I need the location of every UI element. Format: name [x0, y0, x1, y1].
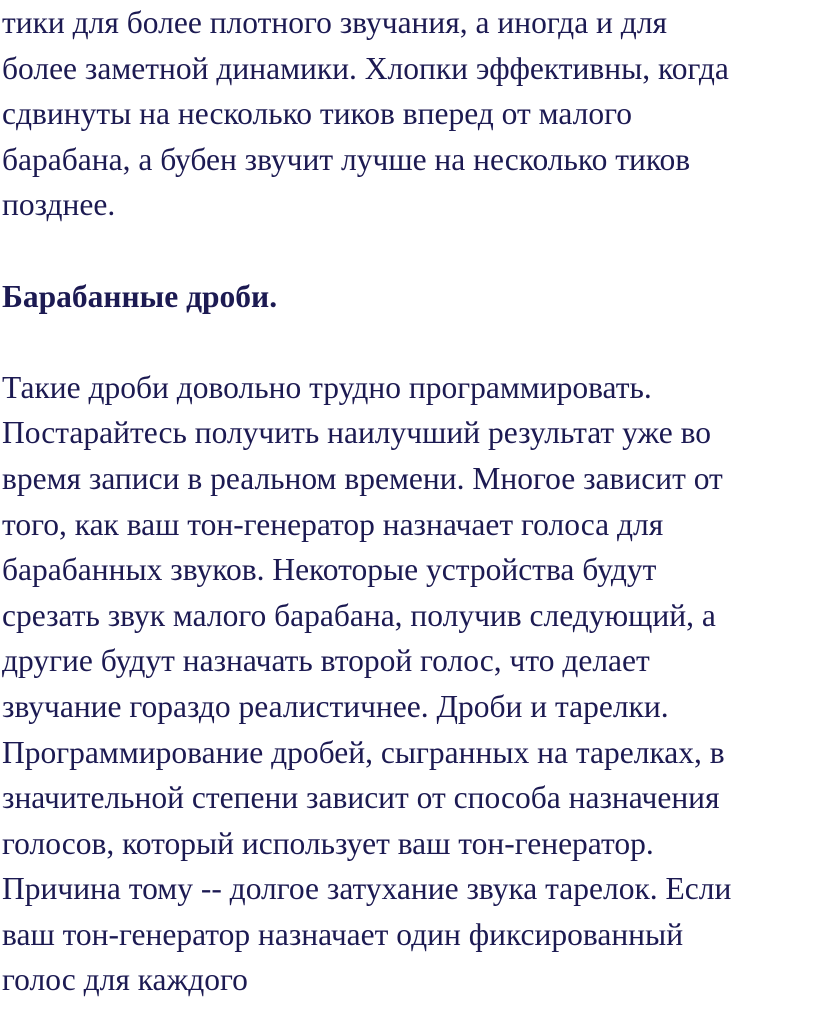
text-line: позднее.	[2, 187, 116, 223]
text-line: тики для более плотного звучания, а иногда и для	[2, 5, 668, 40]
paragraph-spacer	[2, 228, 814, 274]
paragraph-2	[2, 365, 814, 1003]
text-line: более заметной динамики. Хлопки эффективны, когда	[2, 50, 729, 86]
text-line: голосов, который использует ваш тон-генератор.	[2, 825, 654, 861]
text-line: ваш тон-генератор назначает один фиксированный	[2, 916, 684, 952]
text-line: того, как ваш тон-генератор назначает голоса для	[2, 506, 664, 542]
text-line: Такие дроби довольно трудно программировать.	[2, 369, 652, 405]
text-line: барабанных звуков. Некоторые устройства будут	[2, 552, 657, 588]
text-line: значительной степени зависит от способа назначения	[2, 780, 720, 816]
text-line: Программирование дробей, сыгранных на тарелках, в	[2, 734, 725, 770]
text-line: барабана, а бубен звучит лучше на несколько тиков	[2, 141, 691, 177]
text-line: время записи в реальном времени. Многое зависит от	[2, 460, 723, 496]
section-heading: Барабанные дроби.	[2, 278, 278, 314]
text-line: голос для каждого	[2, 962, 248, 998]
paragraph-1	[2, 0, 814, 228]
text-line: срезать звук малого барабана, получив следующий, а	[2, 597, 716, 633]
text-line: другие будут назначать второй голос, что делает	[2, 643, 650, 679]
text-line: сдвинуты на несколько тиков вперед от малого	[2, 96, 632, 132]
text-line: Причина тому -- долгое затухание звука тарелок. Если	[2, 871, 732, 907]
text-line: звучание гораздо реалистичнее. Дроби и тарелки.	[2, 688, 669, 724]
text-line: Постарайтесь получить наилучший результат уже во	[2, 415, 712, 451]
paragraph-spacer	[2, 319, 814, 365]
document-page	[2, 0, 814, 1003]
